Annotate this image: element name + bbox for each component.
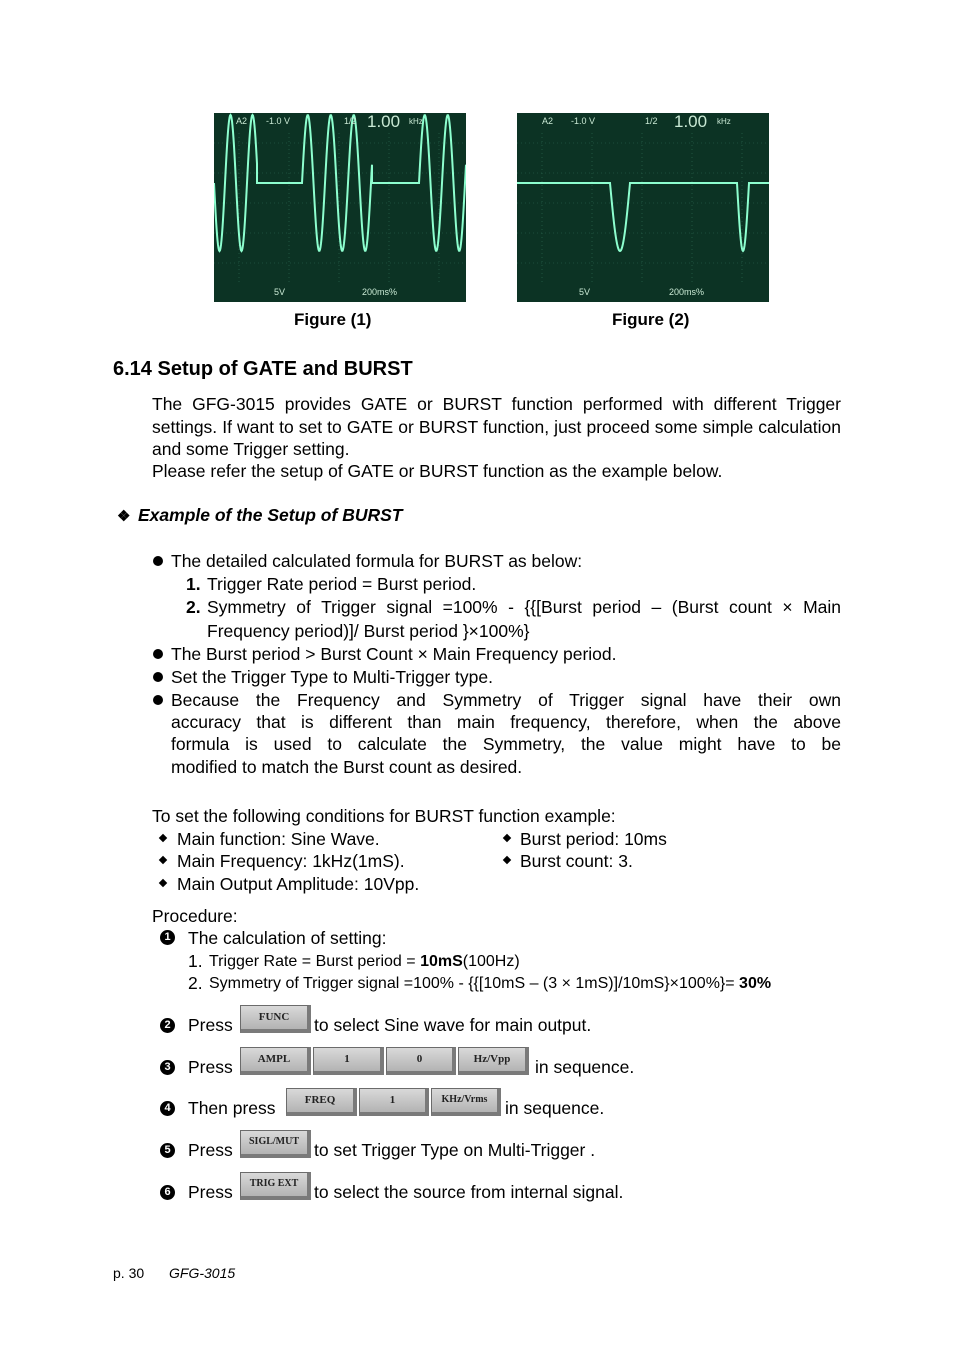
bullet-trigger-type: Set the Trigger Type to Multi-Trigger type. xyxy=(171,667,493,687)
step-4-text: in sequence. xyxy=(505,1098,605,1118)
bullet-accuracy-line-4: modified to match the Burst count as desired. xyxy=(171,757,523,777)
scope-label: A2 xyxy=(542,116,554,126)
trig-ext-key-button[interactable]: TRIG EXT xyxy=(240,1172,311,1200)
scope-label: kHz xyxy=(717,117,731,126)
procedure-label: Procedure: xyxy=(152,906,238,926)
formula-item-1: Trigger Rate period = Burst period. xyxy=(207,574,477,594)
step-2-text: to select Sine wave for main output. xyxy=(314,1015,592,1035)
calc-1-line xyxy=(209,951,520,973)
condition-burst-count: Burst count: 3. xyxy=(520,851,633,871)
ampl-key-button[interactable]: AMPL xyxy=(240,1047,311,1075)
bullet-accuracy-line-1: Because the Frequency and Symmetry of Trigger signal have their own xyxy=(171,690,841,710)
calc-number: 1. xyxy=(188,951,203,971)
scope-label: 5V xyxy=(579,287,591,297)
list-number: 1. xyxy=(186,574,201,594)
waveform-trace-2 xyxy=(517,183,769,251)
bullet-accuracy-line-2: accuracy that is different than main frequency, therefore, when the above xyxy=(171,712,841,732)
calc-2-text: Symmetry of Trigger signal =100% - {{[10mS – (3 × 1mS)]/10mS}×100%}= xyxy=(209,975,740,992)
diamond-bullet-icon xyxy=(503,834,511,842)
diamond-bullet-icon xyxy=(159,879,167,887)
calc-2-value: 30% xyxy=(739,975,772,992)
calc-1-text: Trigger Rate = Burst period = xyxy=(209,953,421,970)
step-5-text: to set Trigger Type on Multi-Trigger . xyxy=(314,1140,596,1160)
formula-lead: The detailed calculated formula for BURST as below: xyxy=(171,551,583,571)
bullet-accuracy-line-3: formula is used to calculate the Symmetry, the value might have to be xyxy=(171,734,841,754)
condition-burst-period: Burst period: 10ms xyxy=(520,829,667,849)
scope-display-1 xyxy=(214,113,466,302)
calc-number: 2. xyxy=(188,973,203,993)
figure-caption-1: Figure (1) xyxy=(294,310,372,329)
scope-display-2 xyxy=(517,113,769,302)
calc-2-line xyxy=(209,973,771,995)
formula-item-2-line-1: Symmetry of Trigger signal =100% - {{[Burst period – (Burst count × Main xyxy=(207,597,841,617)
diamond-bullet-icon xyxy=(159,856,167,864)
step-number-icon: 5 xyxy=(160,1143,175,1158)
intro-paragraph: The GFG-3015 provides GATE or BURST function performed with different Trigger settings. If want to set to GATE or BURST function, just proceed some simple calculation and some Trigger setting. xyxy=(152,394,841,459)
waveform-trace-1 xyxy=(214,115,466,251)
bullet-dot-icon xyxy=(153,649,163,659)
scope-freq: 1.00 xyxy=(367,113,401,131)
func-key-button[interactable]: FUNC xyxy=(240,1005,311,1033)
step-1-text: The calculation of setting: xyxy=(188,928,387,948)
bullet-dot-icon xyxy=(153,672,163,682)
section-title: 6.14 Setup of GATE and BURST xyxy=(113,358,413,380)
intro-paragraph-2: Please refer the setup of GATE or BURST function as the example below. xyxy=(152,461,723,481)
step-6-press: Press xyxy=(188,1182,233,1202)
oscilloscope-figure-2 xyxy=(517,113,769,302)
scope-label: 1/2 xyxy=(344,116,357,126)
digit-1-key-button[interactable]: 1 xyxy=(359,1088,429,1116)
scope-label: 200ms% xyxy=(362,287,398,297)
digit-1-key-button[interactable]: 1 xyxy=(313,1047,384,1075)
footer-model: GFG-3015 xyxy=(169,1265,236,1281)
scope-freq: 1.00 xyxy=(674,113,708,131)
diamond-bullet-icon xyxy=(159,834,167,842)
scope-label: A2 xyxy=(236,116,248,126)
hz-vpp-key-button[interactable]: Hz/Vpp xyxy=(458,1047,529,1075)
example-title: Example of the Setup of BURST xyxy=(138,505,403,525)
scope-label: kHz xyxy=(409,117,423,126)
figure-caption-2: Figure (2) xyxy=(612,310,690,329)
calc-1-value: 10mS xyxy=(420,953,463,970)
condition-main-amplitude: Main Output Amplitude: 10Vpp. xyxy=(177,874,420,894)
step-number-icon: 6 xyxy=(160,1185,175,1200)
step-6-text: to select the source from internal signal. xyxy=(314,1182,624,1202)
scope-label: -1.0 V xyxy=(266,116,291,126)
bullet-dot-icon xyxy=(153,556,163,566)
step-number-icon: 2 xyxy=(160,1018,175,1033)
scope-label: -1.0 V xyxy=(571,116,596,126)
scope-label: 1/2 xyxy=(645,116,658,126)
step-2-press: Press xyxy=(188,1015,233,1035)
step-number-icon: 4 xyxy=(160,1101,175,1116)
page-number: p. 30 xyxy=(113,1265,145,1281)
step-3-text: in sequence. xyxy=(535,1057,635,1077)
condition-main-frequency: Main Frequency: 1kHz(1mS). xyxy=(177,851,405,871)
step-3-press: Press xyxy=(188,1057,233,1077)
list-number: 2. xyxy=(186,597,201,617)
khz-vrms-key-button[interactable]: KHz/Vrms xyxy=(431,1088,501,1116)
calc-1-suffix: (100Hz) xyxy=(462,953,520,970)
four-diamond-icon: ❖ xyxy=(117,508,131,525)
formula-item-2-line-2: Frequency period)]/ Burst period }×100%} xyxy=(207,621,530,641)
diamond-bullet-icon xyxy=(503,856,511,864)
scope-label: 200ms% xyxy=(669,287,705,297)
step-number-icon: 1 xyxy=(160,930,175,945)
digit-0-key-button[interactable]: 0 xyxy=(386,1047,456,1075)
oscilloscope-figure-1 xyxy=(214,113,466,302)
step-5-press: Press xyxy=(188,1140,233,1160)
step-4-press: Then press xyxy=(188,1098,276,1118)
bullet-dot-icon xyxy=(153,695,163,705)
conditions-lead: To set the following conditions for BURST function example: xyxy=(152,806,616,826)
bullet-burst-period: The Burst period > Burst Count × Main Frequency period. xyxy=(171,644,617,664)
step-number-icon: 3 xyxy=(160,1060,175,1075)
freq-key-button[interactable]: FREQ xyxy=(286,1088,357,1116)
scope-label: 5V xyxy=(274,287,286,297)
sigl-mut-key-button[interactable]: SIGL/MUT xyxy=(240,1130,311,1158)
condition-main-function: Main function: Sine Wave. xyxy=(177,829,380,849)
